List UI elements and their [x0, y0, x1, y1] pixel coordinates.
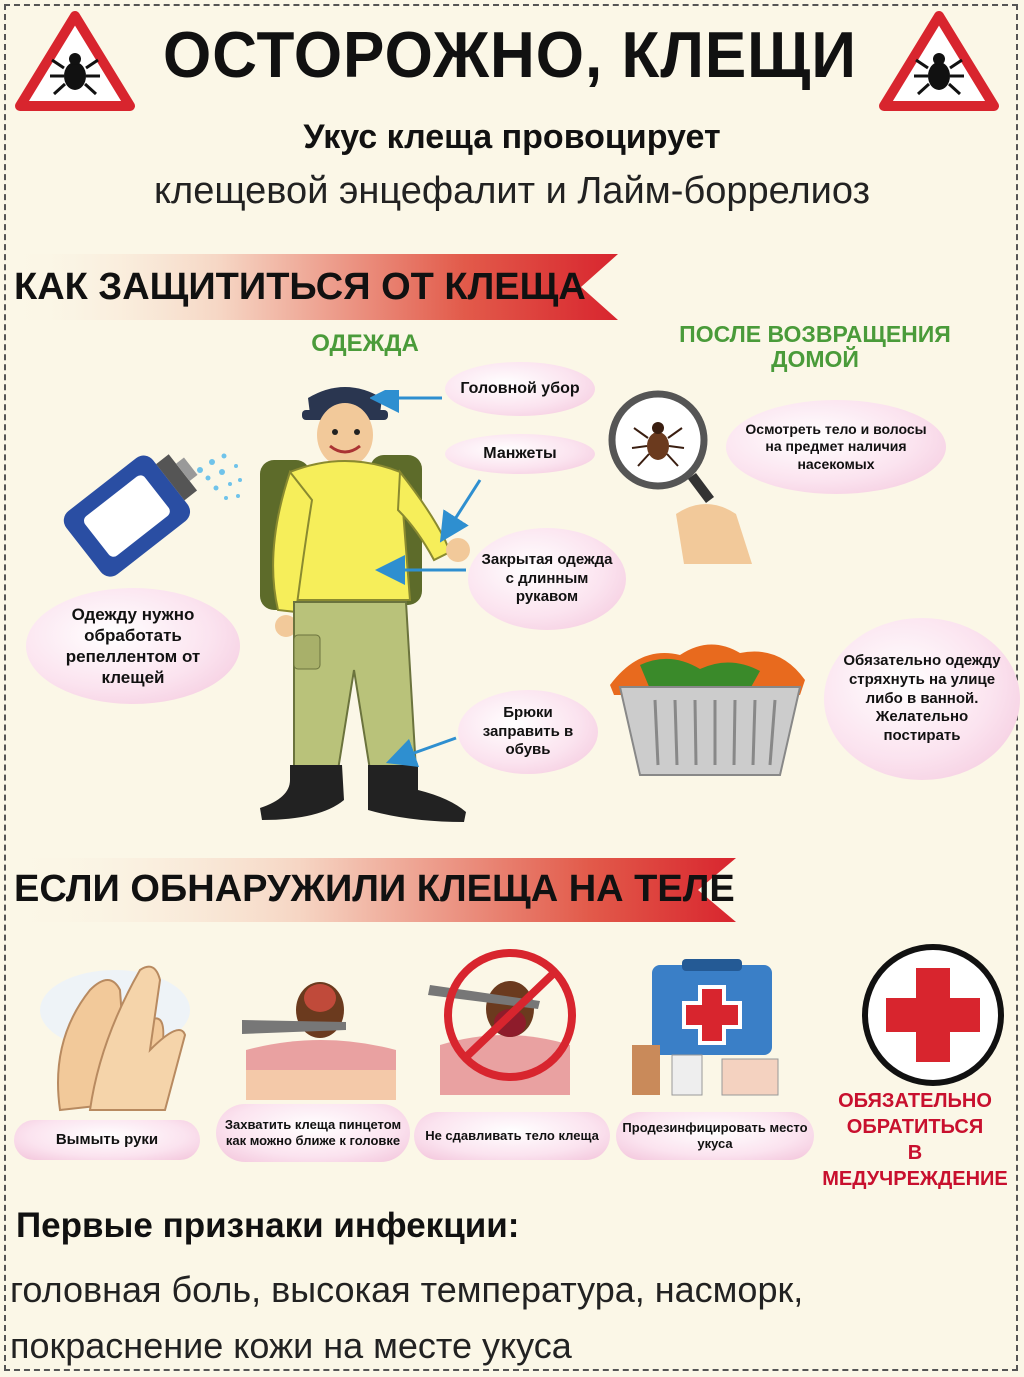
- medical-callout: [815, 1088, 1015, 1192]
- bubble-inspect: Осмотреть тело и волосы на предмет наличия насекомых: [726, 400, 946, 494]
- bubble-repellent: Одежду нужно обработать репеллентом от клещей: [26, 588, 240, 704]
- bubble-shake: Обязательно одежду стряхнуть на улице либо в ванной. Желательно постирать: [824, 618, 1020, 780]
- step-wash-hands: Вымыть руки: [14, 1120, 200, 1160]
- wash-hands-image: [30, 950, 200, 1120]
- tweezers-tick-image: [236, 950, 406, 1110]
- tick-warning-icon-right: [878, 10, 1000, 112]
- laundry-basket-image: [600, 625, 815, 785]
- after-return-line2: ДОМОЙ: [771, 346, 859, 373]
- banner-found-title: ЕСЛИ ОБНАРУЖИЛИ КЛЕЩА НА ТЕЛЕ: [14, 868, 735, 910]
- subtitle-bold: Укус клеща провоцирует: [303, 118, 721, 156]
- medical-line3: В МЕДУЧРЕЖДЕНИЕ: [822, 1142, 1008, 1190]
- bubble-hat: Головной убор: [445, 362, 595, 416]
- magnifier-tick-image: [606, 384, 756, 570]
- banner-protect-title: КАК ЗАЩИТИТЬСЯ ОТ КЛЕЩА: [14, 266, 586, 308]
- step-disinfect: Продезинфицировать место укуса: [616, 1112, 814, 1160]
- bubble-trousers: Брюки заправить в обувь: [458, 690, 598, 774]
- signs-text: головная боль, высокая температура, насморк, покраснение кожи на месте укуса: [10, 1269, 804, 1366]
- do-not-squeeze-image: [420, 945, 590, 1110]
- clothes-label: ОДЕЖДА: [311, 330, 419, 357]
- medical-line1: ОБЯЗАТЕЛЬНО: [838, 1090, 992, 1112]
- after-return-label: [660, 322, 970, 373]
- step-grab-tick: Захватить клеща пинцетом как можно ближе к головке: [216, 1104, 410, 1162]
- bubble-cuffs: Манжеты: [445, 434, 595, 474]
- subtitle-regular: клещевой энцефалит и Лайм-боррелиоз: [153, 170, 871, 212]
- step-do-not-squeeze: Не сдавливать тело клеща: [414, 1112, 610, 1160]
- medical-line2: ОБРАТИТЬСЯ: [846, 1116, 984, 1138]
- first-aid-kit-image: [622, 955, 802, 1105]
- red-cross-icon: [858, 940, 1008, 1090]
- after-return-line1: ПОСЛЕ ВОЗВРАЩЕНИЯ: [679, 321, 951, 347]
- tick-warning-icon-left: [14, 10, 136, 112]
- repellent-spray-image: [40, 440, 250, 590]
- signs-title: Первые признаки инфекции:: [16, 1206, 520, 1245]
- bubble-closed-clothes: Закрытая одежда с длинным рукавом: [468, 528, 626, 630]
- poster-title: ОСТОРОЖНО, КЛЕЩИ: [163, 19, 857, 92]
